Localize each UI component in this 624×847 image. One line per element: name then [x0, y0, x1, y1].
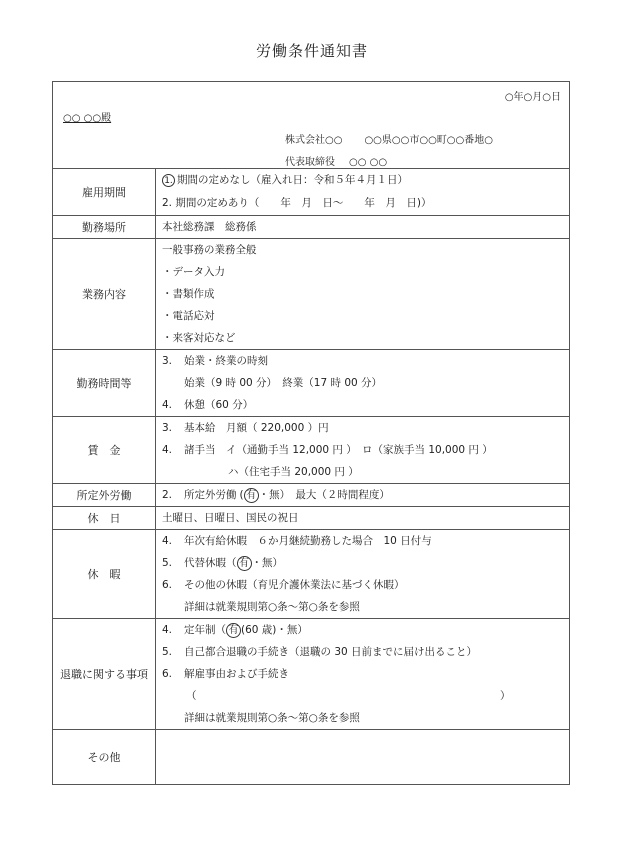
hours-start-end-detail: 始業（9 時 00 分） 終業（17 時 00 分）: [184, 377, 383, 389]
circled-yes: 有: [237, 556, 252, 571]
row-duties: [53, 239, 570, 350]
wages-allowances: 諸手当 イ（通勤手当 12,000 円 ） ロ（家族手当 10,000 円 ）: [184, 444, 493, 456]
row-retirement: 退職に関する事項 4. 定年制（ 有 (60 歳)・無） 5. 自己都合退職の手続き（退職の 30 日前までに届け出ること） 6. 解雇事由および手続き （ ） 詳細は就業規則第○条〜第○条を参照: [53, 619, 570, 730]
retirement-note: 詳細は就業規則第○条〜第○条を参照: [184, 712, 360, 724]
row-wages: 賃 金 3. 基本給 月額（ 220,000 ）円 4. 諸手当 イ（通勤手当 12,000 円 ） ロ（家族手当 10,000 円 ） ハ（住宅手当 20,000 円 ）: [53, 417, 570, 484]
label-employment-period: 雇用期間: [53, 169, 156, 216]
addressee: ○○ ○○殿: [63, 113, 112, 124]
label-overtime: 所定外労働: [53, 484, 156, 507]
leave-note: 詳細は就業規則第○条〜第○条を参照: [184, 601, 360, 613]
wages-base-salary: 基本給 月額（ 220,000 ）円: [184, 422, 329, 434]
option-indefinite: 期間の定めなし（雇入れ日：令和５年４月１日）: [177, 174, 408, 186]
holidays-value: 土曜日、日曜日、国民の祝日: [162, 512, 299, 524]
duty-line: ・来客対応など: [162, 332, 236, 344]
label-duties: 業務内容: [53, 239, 156, 350]
circled-yes: 有: [244, 488, 259, 503]
representative-title: 代表取締役: [285, 157, 335, 168]
leave-other: その他の休暇（育児介護休業法に基づく休暇）: [184, 579, 405, 591]
label-leave: 休 暇: [53, 530, 156, 619]
other-value: [156, 730, 570, 785]
row-holidays: [53, 507, 570, 530]
row-other: [53, 730, 570, 785]
representative-info: [285, 153, 387, 168]
duty-line: 一般事務の業務全般: [162, 244, 257, 256]
paren-close: ）: [500, 690, 511, 702]
representative-name: ○○ ○○: [349, 157, 388, 168]
row-workplace: [53, 216, 570, 239]
hours-break: 休憩（60 分）: [184, 399, 254, 411]
header-section: [52, 81, 570, 168]
label-wages: 賃 金: [53, 417, 156, 484]
circled-yes: 有: [226, 623, 241, 638]
wages-housing-allowance: ハ（住宅手当 20,000 円 ）: [228, 466, 359, 478]
issue-date: ○年○月○日: [504, 92, 561, 103]
row-leave: 休 暇 4. 年次有給休暇 ６か月継続勤務した場合 10 日付与 5. 代替休暇（ 有 ・無） 6. その他の休暇（育児介護休業法に基づく休暇） 詳細は就業規則第○条〜第○条を参照: [53, 530, 570, 619]
label-workplace: 勤務場所: [53, 216, 156, 239]
option-fixed-term: 2. 期間の定めあり（ 年 月 日〜 年 月 日)）: [162, 197, 432, 209]
retirement-dismissal: 解雇事由および手続き: [184, 668, 289, 680]
document-title: 労働条件通知書: [255, 42, 368, 60]
company-address: ○○県○○市○○町○○番地○: [364, 135, 493, 146]
label-hours: 勤務時間等: [53, 350, 156, 417]
label-other: その他: [53, 730, 156, 785]
duty-line: ・電話応対: [162, 310, 215, 322]
hours-item-start-end: 始業・終業の時刻: [184, 355, 268, 367]
workplace-value: 本社総務課 総務係: [162, 221, 257, 233]
row-hours: 勤務時間等 3. 始業・終業の時刻 始業（9 時 00 分） 終業（17 時 00 分） 4. 休憩（60 分）: [53, 350, 570, 417]
company-info: [285, 131, 493, 146]
duty-line: ・書類作成: [162, 288, 215, 300]
company-name: 株式会社○○: [285, 135, 343, 146]
label-retirement: 退職に関する事項: [53, 619, 156, 730]
circled-option-number: 1.: [162, 174, 175, 187]
conditions-table: [52, 168, 570, 785]
leave-annual-paid: 年次有給休暇 ６か月継続勤務した場合 10 日付与: [184, 535, 432, 547]
label-holidays: 休 日: [53, 507, 156, 530]
retirement-voluntary: 自己都合退職の手続き（退職の 30 日前までに届け出ること）: [184, 646, 478, 658]
paren-open: （: [186, 690, 197, 702]
row-overtime: 所定外労働 2. 所定外労働 ( 有 ・無） 最大（２時間程度）: [53, 484, 570, 507]
row-employment-period: [53, 169, 570, 216]
duty-line: ・データ入力: [162, 266, 225, 278]
